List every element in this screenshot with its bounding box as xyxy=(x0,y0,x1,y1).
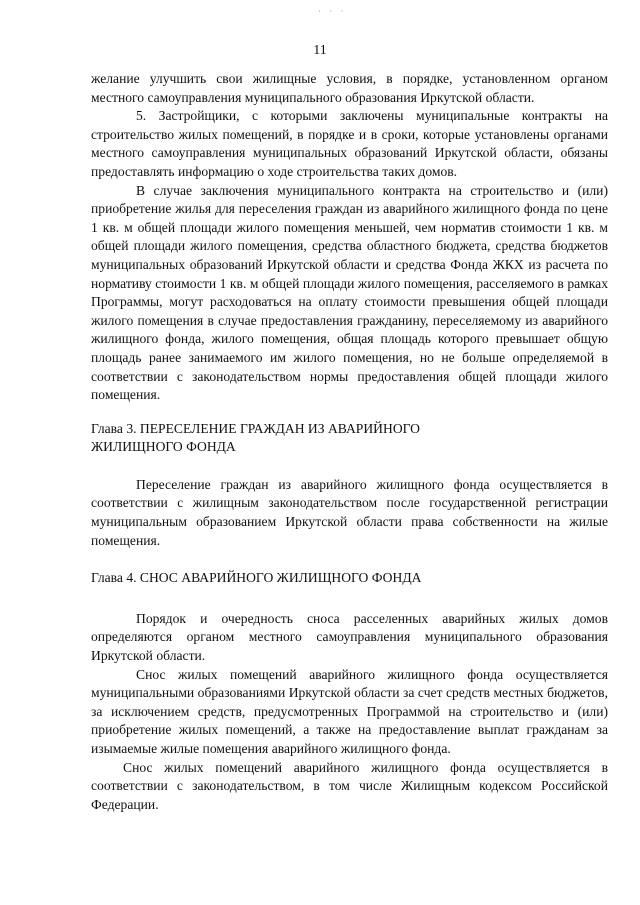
chapter-3-title-line-2: ЖИЛИЩНОГО ФОНДА xyxy=(91,439,236,455)
chapter-4-paragraph-legislation: Снос жилых помещений аварийного жилищного фонда осуществляется в соответствии с законодательством, в том числе Жилищным кодексом Российской Федерации. xyxy=(91,759,608,812)
chapter-3-title-line-1: Глава 3. ПЕРЕСЕЛЕНИЕ ГРАЖДАН ИЗ АВАРИЙНОГО xyxy=(91,420,420,436)
paragraph-continuation: желание улучшить свои жилищные условия, в порядке, установленном органом местного самоуправления муниципального образования Иркутской области. xyxy=(91,71,608,105)
chapter-4-title: Глава 4. СНОС АВАРИЙНОГО ЖИЛИЩНОГО ФОНДА xyxy=(91,570,422,586)
paragraph-item-5: 5. Застройщики, с которыми заключены муниципальные контракты на строительство жилых помещений, в порядке и в сроки, которые установлены органами местного самоуправления муниципальных образований Иркутской области, обязаны предоставлять информацию о ходе строительства таких домов. xyxy=(91,108,608,179)
chapter-3-paragraph: Переселение граждан из аварийного жилищного фонда осуществляется в соответствии с жилищным законодательством после государственной регистрации муниципальным образованием Иркутской области права собственности на жилые помещения. xyxy=(91,476,608,548)
paragraph-municipal-contract: В случае заключения муниципального контракта на строительство и (или) приобретение жилья для переселения граждан из аварийного жилищного фонда по цене 1 кв. м общей площади жилого помещения меньшей, чем норматив стоимости 1 кв. м общей площади жилого помещения, средства областного бюджета, средства бюджетов муниципальных образований Иркутской области и средства Фонда ЖКХ из расчета по нормативу стоимости 1 кв. м общей площади жилого помещения, расселяемого в рамках Программы, могут расходоваться на оплату стоимости превышения общей площади жилого помещения в случае предоставления гражданину, переселяемому из аварийного жилищного фонда, жилого помещения, общая площадь которого превышает общую площадь ранее занимаемого им жилого помещения, но не больше определяемой в соответствии с законодательством нормы предоставления общей площади жилого помещения. xyxy=(91,182,608,403)
page-content xyxy=(91,70,608,814)
page-number: 11 xyxy=(313,43,327,58)
scan-artifact-dots: · · · xyxy=(318,6,347,16)
chapter-4-paragraph-funding: Снос жилых помещений аварийного жилищного фонда осуществляется муниципальными образованиями Иркутской области за счет средств местных бюджетов, за исключением средств, предусмотренных Программой на строительство и (или) приобретение жилых помещений, а также на предоставление выплат гражданам за изымаемые жилые помещения аварийного жилищного фонда. xyxy=(91,666,608,756)
chapter-4-paragraph-order: Порядок и очередность сноса расселенных аварийных жилых домов определяются органом местного самоуправления муниципального образования Иркутской области. xyxy=(91,610,608,664)
